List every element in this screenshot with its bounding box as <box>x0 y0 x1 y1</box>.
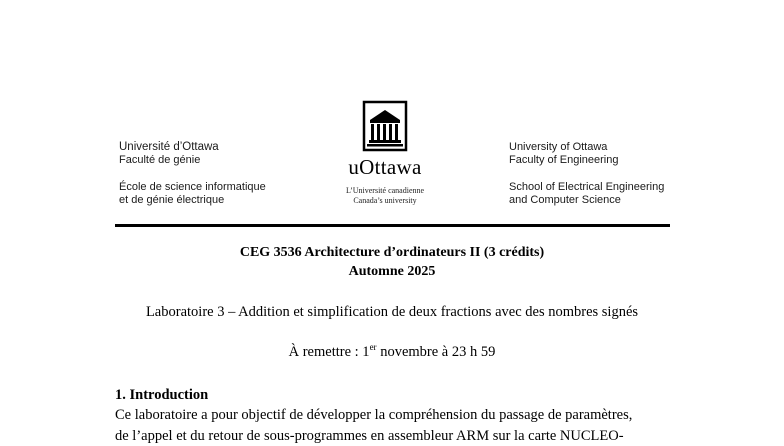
uottawa-logo <box>310 100 460 210</box>
section-heading-introduction: 1. Introduction <box>115 387 209 403</box>
course-title: CEG 3536 Architecture d’ordinateurs II (3 crédits) <box>239 245 545 260</box>
intro-paragraph-line1: Ce laboratoire a pour objectif de développer la compréhension du passage de paramètres, <box>115 407 633 423</box>
school-name-en-line1: School of Electrical Engineering <box>509 181 665 193</box>
header-right-block <box>509 141 664 207</box>
university-name-fr: Université d’Ottawa <box>119 141 219 153</box>
logo-tagline-fr: L’Université canadienne <box>345 186 425 195</box>
logo-wordmark: uOttawa <box>348 155 422 179</box>
logo-tagline-en: Canada’s university <box>353 196 417 205</box>
header-divider <box>115 224 670 227</box>
faculty-name-fr: Faculté de génie <box>119 154 201 166</box>
university-name-en: University of Ottawa <box>509 141 608 153</box>
lab-title: Laboratoire 3 – Addition et simplification de deux fractions avec des nombres signés <box>145 304 639 320</box>
due-date <box>0 338 784 362</box>
school-name-en-line2: and Computer Science <box>509 194 621 206</box>
school-name-fr-line1: École de science informatique <box>119 181 266 193</box>
due-date-prefix: À remettre : 1 <box>288 343 370 360</box>
intro-paragraph-line2: de l’appel et du retour de sous-programmes en assembleur ARM sur la carte NUCLEO- <box>115 428 624 444</box>
due-date-suffix: novembre à 23 h 59 <box>376 343 496 360</box>
school-name-fr-line2: et de génie électrique <box>119 194 225 206</box>
due-date-superscript: er <box>369 342 377 352</box>
building-icon <box>310 100 460 155</box>
course-term: Automne 2025 <box>348 264 436 279</box>
faculty-name-en: Faculty of Engineering <box>509 154 619 166</box>
header-left-block <box>119 141 266 207</box>
